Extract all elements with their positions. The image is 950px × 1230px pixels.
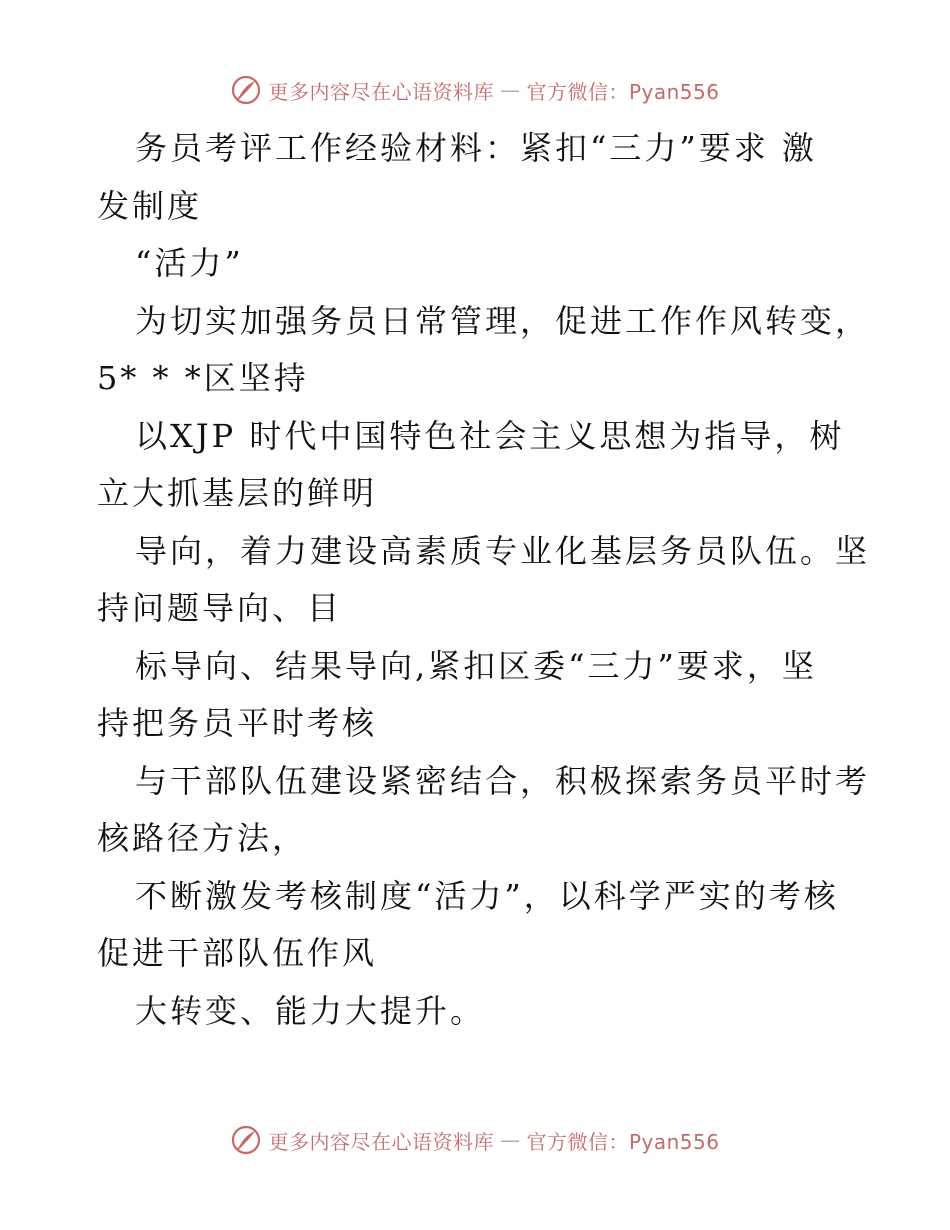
footer-watermark xyxy=(0,1122,950,1158)
document-body xyxy=(97,120,871,1040)
watermark-separator: — xyxy=(499,78,521,102)
watermark-separator: — xyxy=(499,1128,521,1152)
doc-line: 不断激发考核制度“活力”，以科学严实的考核 xyxy=(135,876,839,915)
doc-line: 5* * *区坚持 xyxy=(97,359,309,397)
feather-logo-icon xyxy=(230,74,262,106)
doc-line: 与干部队伍建设紧密结合，积极探索务员平时考 xyxy=(135,761,871,800)
doc-line: 立大抓基层的鲜明 xyxy=(97,474,378,512)
header-watermark xyxy=(0,72,950,108)
doc-line: 务员考评工作经验材料：紧扣“三力”要求 激 xyxy=(135,129,817,167)
doc-line: 导向，着力建设高素质专业化基层务员队伍。坚 xyxy=(135,531,871,570)
doc-line: 持把务员平时考核 xyxy=(97,704,378,742)
doc-line: 发制度 xyxy=(97,186,203,225)
doc-line: 核路径方法， xyxy=(97,819,308,857)
doc-line: 大转变、能力大提升。 xyxy=(135,991,486,1030)
watermark-text: 更多内容尽在心语资料库 xyxy=(268,1129,494,1154)
feather-logo-icon xyxy=(230,1124,262,1156)
doc-line: 以XJP 时代中国特色社会主义思想为指导，树 xyxy=(135,416,845,455)
watermark-wechat: 官方微信：Pyan556 xyxy=(526,1129,720,1154)
doc-line: 标导向、结果导向,紧扣区委“三力”要求，坚 xyxy=(135,646,817,685)
doc-line: 持问题导向、目 xyxy=(97,589,343,627)
watermark-text: 更多内容尽在心语资料库 xyxy=(268,79,494,104)
watermark-wechat: 官方微信：Pyan556 xyxy=(526,79,720,104)
doc-line: 为切实加强务员日常管理，促进工作作风转变， xyxy=(135,301,871,340)
doc-line: 促进干部队伍作风 xyxy=(97,934,378,972)
doc-line: “活力” xyxy=(135,244,244,282)
